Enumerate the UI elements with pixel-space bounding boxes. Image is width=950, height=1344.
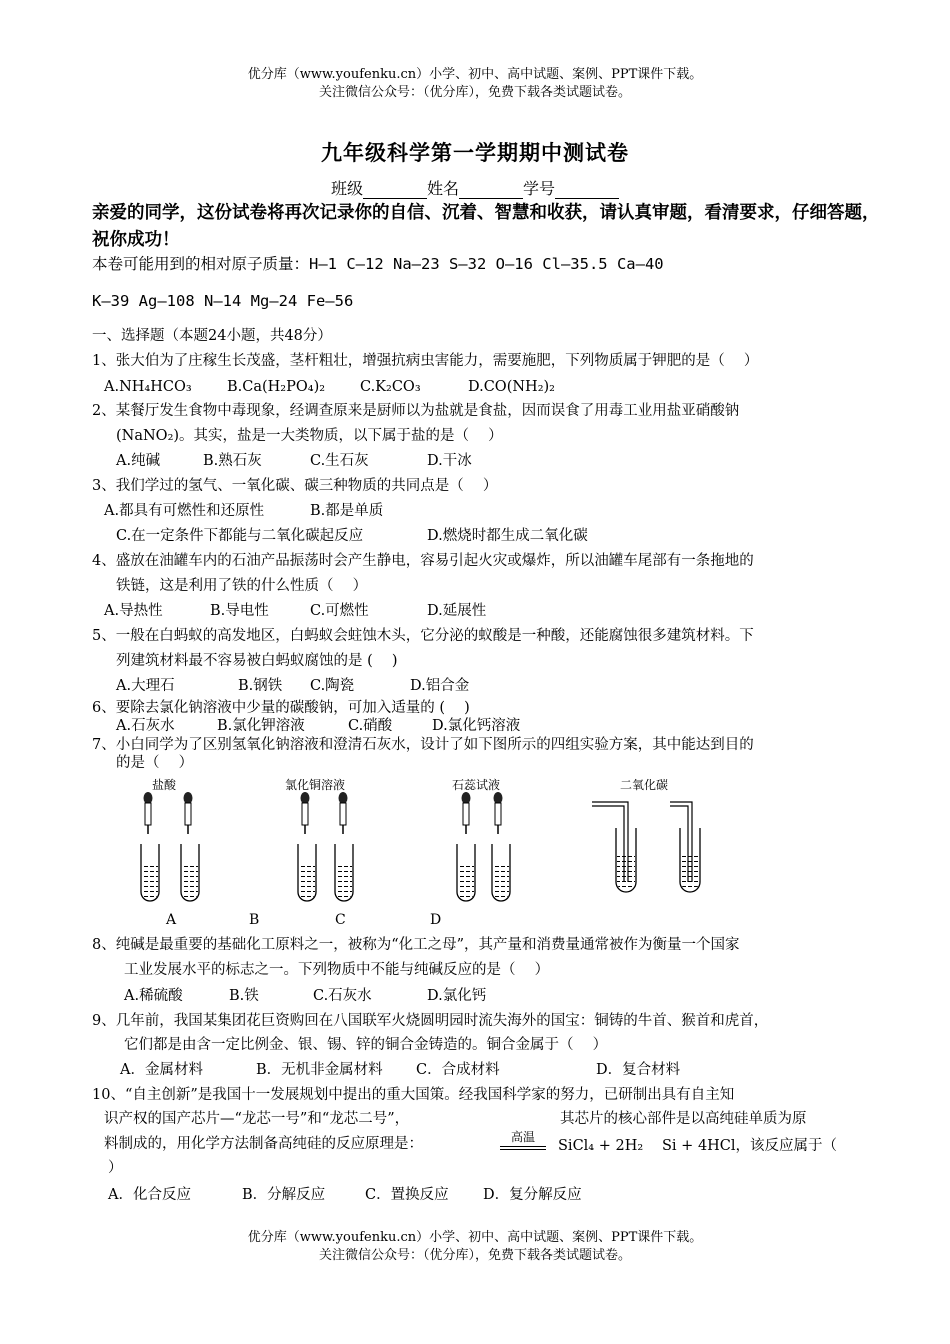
question-6: 6、要除去氯化钠溶液中少量的碳酸钠，可加入适量的 ( ) (92, 700, 470, 716)
q6-option-a[interactable]: A.石灰水 (116, 718, 175, 734)
id-blank[interactable] (555, 182, 619, 199)
footer-line-1: 优分库（www.youfenku.cn）小学、初中、高中试题、案例、PPT课件下载。 (247, 1230, 703, 1245)
q10-option-b[interactable]: B．分解反应 (242, 1187, 326, 1203)
reagent-label-d: 二氧化碳 (620, 778, 669, 792)
student-info-line (0, 176, 950, 199)
q1-option-c[interactable]: C.K₂CO₃ (360, 379, 421, 395)
dropper-a2 (184, 792, 193, 834)
reaction-condition-text: 高温 (510, 1130, 535, 1144)
option-label-d[interactable]: D (430, 912, 442, 928)
question-4-line-1: 4、盛放在油罐车内的石油产品振荡时会产生静电，容易引起火灾或爆炸，所以油罐车尾部有一条拖地的 (92, 553, 754, 569)
question-5-line-1: 5、一般在白蚂蚁的高发地区，白蚂蚁会蛀蚀木头，它分泌的蚁酸是一种酸，还能腐蚀很多建筑材料。下 (92, 628, 754, 644)
question-10-line-2a: 识产权的国产芯片—“龙芯一号”和“龙芯二号”， (104, 1111, 410, 1127)
q6-option-d[interactable]: D.氯化钙溶液 (432, 718, 521, 734)
q9-option-c[interactable]: C．合成材料 (416, 1062, 500, 1078)
page-footer (0, 1229, 950, 1265)
tube-a1 (141, 844, 159, 901)
question-1: 1、张大伯为了庄稼生长茂盛，茎杆粗壮，增强抗病虫害能力，需要施肥，下列物质属于钾肥的是（ ） (92, 353, 759, 369)
q3-option-b[interactable]: B.都是单质 (310, 503, 384, 519)
reaction-products: Si + 4HCl，该反应属于（ (662, 1138, 838, 1154)
section-title: 一、选择题（本题24小题，共48分） (92, 328, 332, 344)
tube-b2 (335, 844, 353, 901)
question-10-line-4: ） (108, 1160, 123, 1176)
dropper-b2 (339, 792, 348, 834)
reagent-label-b: 氯化铜溶液 (285, 778, 346, 792)
question-7-line-1: 7、小白同学为了区别氢氧化钠溶液和澄清石灰水，设计了如下图所示的四组实验方案，其中能达到目的 (92, 737, 754, 753)
reagent-label-a: 盐酸 (152, 778, 177, 792)
q4-option-c[interactable]: C.可燃性 (310, 603, 369, 619)
reagent-label-c: 石蕊试液 (452, 778, 501, 792)
name-label: 姓名 (426, 179, 459, 198)
q4-option-a[interactable]: A.导热性 (104, 603, 163, 619)
q3-option-d[interactable]: D.燃烧时都生成二氧化碳 (427, 528, 588, 544)
tube-c2 (492, 844, 510, 901)
question-10-line-1: 10、“自主创新”是我国十一发展规划中提出的重大国策。经我国科学家的努力，已研制出具有自主知 (92, 1087, 735, 1103)
reaction-arrow (500, 1146, 546, 1150)
class-label: 班级 (330, 179, 363, 198)
q3-option-c[interactable]: C.在一定条件下都能与二氧化碳起反应 (116, 528, 364, 544)
q9-option-a[interactable]: A．金属材料 (120, 1062, 203, 1078)
question-7-line-2: 的是（ ） (116, 755, 194, 771)
q1-option-b[interactable]: B.Ca(H₂PO₄)₂ (227, 379, 326, 395)
q1-option-a[interactable]: A.NH₄HCO₃ (104, 379, 192, 395)
dropper-b1 (301, 792, 310, 834)
dropper-c1 (462, 792, 471, 834)
question-5-line-2: 列建筑材料最不容易被白蚂蚁腐蚀的是 ( ) (116, 653, 398, 669)
q1-option-d[interactable]: D.CO(NH₂)₂ (468, 379, 555, 395)
q10-option-c[interactable]: C．置换反应 (365, 1187, 449, 1203)
q10-option-d[interactable]: D．复分解反应 (483, 1187, 582, 1203)
q6-option-c[interactable]: C.硝酸 (348, 718, 393, 734)
atomic-mass-line-1: 本卷可能用到的相对原子质量：H—1 C—12 Na—23 S—32 O—16 Cl—35.5 Ca—40 (92, 255, 664, 273)
q5-option-b[interactable]: B.钢铁 (238, 678, 283, 694)
option-label-b[interactable]: B (249, 912, 260, 928)
q8-option-c[interactable]: C.石灰水 (313, 988, 372, 1004)
class-blank[interactable] (363, 182, 427, 199)
q9-option-b[interactable]: B．无机非金属材料 (256, 1062, 383, 1078)
dropper-c2 (494, 792, 503, 834)
atomic-mass-line-2: K—39 Ag—108 N—14 Mg—24 Fe—56 (92, 292, 354, 310)
dropper-a1 (144, 792, 153, 834)
test-tube-diagram (130, 774, 730, 914)
q2-option-a[interactable]: A.纯碱 (116, 453, 161, 469)
question-10-line-2b: 其芯片的核心部件是以高纯硅单质为原 (560, 1111, 807, 1127)
q3-option-a[interactable]: A.都具有可燃性和还原性 (104, 503, 265, 519)
page-title: 九年级科学第一学期期中测试卷 (321, 141, 629, 165)
question-10-line-3: 料制成的，用化学方法制备高纯硅的反应原理是： (104, 1136, 423, 1152)
reaction-reactants: SiCl₄ + 2H₂ (558, 1138, 644, 1154)
question-3: 3、我们学过的氢气、一氧化碳、碳三种物质的共同点是（ ） (92, 478, 498, 494)
q2-option-b[interactable]: B.熟石灰 (203, 453, 262, 469)
q5-option-d[interactable]: D.铝合金 (410, 678, 470, 694)
reaction-condition (500, 1128, 546, 1150)
option-label-c[interactable]: C (335, 912, 346, 928)
q5-option-c[interactable]: C.陶瓷 (310, 678, 355, 694)
header-line-2: 关注微信公众号：（优分库），免费下载各类试题试卷。 (318, 85, 631, 100)
id-label: 学号 (523, 179, 556, 198)
q8-option-a[interactable]: A.稀硫酸 (124, 988, 183, 1004)
page-header (0, 66, 950, 102)
co2-apparatus (592, 802, 700, 892)
tube-a2 (181, 844, 199, 901)
tube-b1 (298, 844, 316, 901)
header-line-1: 优分库（www.youfenku.cn）小学、初中、高中试题、案例、PPT课件下载。 (247, 67, 703, 82)
q8-option-d[interactable]: D.氯化钙 (427, 988, 487, 1004)
option-label-a[interactable]: A (166, 912, 177, 928)
q4-option-b[interactable]: B.导电性 (210, 603, 269, 619)
q6-option-b[interactable]: B.氯化钾溶液 (217, 718, 305, 734)
name-blank[interactable] (459, 182, 523, 199)
q8-option-b[interactable]: B.铁 (229, 988, 259, 1004)
q10-option-a[interactable]: A．化合反应 (108, 1187, 191, 1203)
question-9-line-1: 9、几年前，我国某集团花巨资购回在八国联军火烧圆明园时流失海外的国宝：铜铸的牛首、猴首和虎首， (92, 1013, 769, 1029)
q2-option-c[interactable]: C.生石灰 (310, 453, 369, 469)
question-8-line-1: 8、纯碱是最重要的基础化工原料之一，被称为“化工之母”，其产量和消费量通常被作为衡量一个国家 (92, 937, 740, 953)
q5-option-a[interactable]: A.大理石 (116, 678, 175, 694)
question-2-line-1: 2、某餐厅发生食物中毒现象，经调查原来是厨师以为盐就是食盐，因而误食了用毒工业用盐亚硝酸钠 (92, 403, 740, 419)
tube-c1 (457, 844, 475, 901)
question-2-line-2: (NaNO₂)。其实，盐是一大类物质，以下属于盐的是（ ） (116, 428, 503, 444)
q7-experiment-figure (130, 774, 730, 934)
footer-line-2: 关注微信公众号：（优分库），免费下载各类试题试卷。 (318, 1248, 631, 1263)
intro-text: 亲爱的同学，这份试卷将再次记录你的自信、沉着、智慧和收获，请认真审题，看清要求，仔细答题，祝你成功！ (92, 203, 880, 250)
q9-option-d[interactable]: D．复合材料 (596, 1062, 681, 1078)
q2-option-d[interactable]: D.干冰 (427, 453, 472, 469)
question-4-line-2: 铁链，这是利用了铁的什么性质（ ） (116, 578, 368, 594)
q4-option-d[interactable]: D.延展性 (427, 603, 487, 619)
question-8-line-2: 工业发展水平的标志之一。下列物质中不能与纯碱反应的是（ ） (124, 962, 550, 978)
question-9-line-2: 它们都是由含一定比例金、银、锡、锌的铜合金铸造的。铜合金属于（ ） (124, 1037, 608, 1053)
